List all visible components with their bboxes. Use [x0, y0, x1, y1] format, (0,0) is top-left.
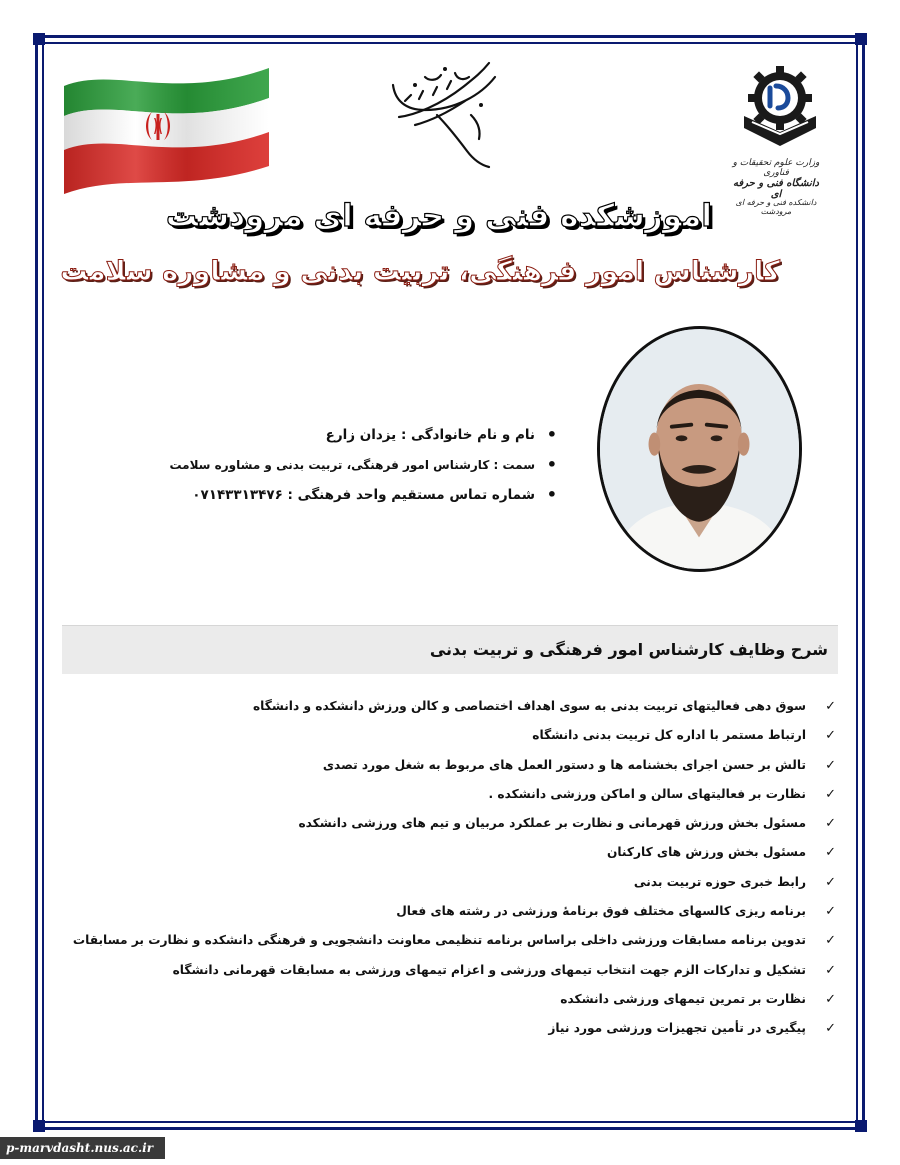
profile-phone: • شماره تماس مستقیم واحد فرهنگی : ۰۷۱۴۳۳۱۳۴۷۶: [190, 480, 535, 510]
checkmark-icon: ✓: [825, 933, 836, 949]
checkmark-icon: ✓: [825, 786, 836, 802]
duty-item: [108, 897, 836, 926]
profile-photo: [597, 326, 802, 572]
checkmark-icon: ✓: [825, 728, 836, 744]
duty-text: پیگیری در تأمین تجهیزات ورزشی مورد نیاز: [548, 1021, 806, 1036]
checkmark-icon: ✓: [825, 991, 836, 1007]
duties-section-header: [62, 625, 838, 674]
duty-text: تشکیل و تدارکات الزم جهت انتخاب تیمهای ورزشی و اعزام تیمهای ورزشی به مسابقات قهرمانی دانشگاه: [172, 962, 806, 977]
portrait-avatar-icon: [600, 329, 799, 569]
checkmark-icon: ✓: [825, 845, 836, 861]
border-corner: [855, 1120, 867, 1132]
duty-text: مسئول بخش ورزش قهرمانی و نظارت بر عملکرد مربیان و تیم های ورزشی دانشکده: [298, 816, 806, 831]
job-title-banner: کارشناس امور فرهنگی، تربیت بدنی و مشاوره سلامت: [60, 256, 780, 287]
checkmark-icon: ✓: [825, 904, 836, 920]
checkmark-icon: ✓: [825, 1021, 836, 1037]
duty-item: [108, 721, 836, 750]
duty-item: [108, 838, 836, 867]
duty-item: [108, 1014, 836, 1043]
profile-info-list: [169, 420, 557, 510]
duty-item: [108, 956, 836, 985]
university-gear-logo-icon: [740, 62, 820, 152]
border-corner: [855, 33, 867, 45]
college-title: اموزشکده فنی و حرفه ای مرودشت: [165, 198, 712, 234]
checkmark-icon: ✓: [825, 699, 836, 714]
border-corner: [33, 1120, 45, 1132]
duty-item: [108, 692, 836, 721]
logo-line-college: دانشکده فنی و حرفه ای مرودشت: [735, 198, 817, 216]
footer-website-url[interactable]: p-marvdasht.nus.ac.ir: [0, 1137, 165, 1159]
checkmark-icon: ✓: [825, 962, 836, 978]
duty-text: سوق دهی فعالیتهای تربیت بدنی به سوی اهداف اختصاصی و کالن ورزش دانشکده و دانشگاه: [252, 699, 806, 713]
checkmark-icon: ✓: [825, 757, 836, 773]
border-corner: [33, 33, 45, 45]
duty-text: مسئول بخش ورزش های کارکنان: [606, 845, 806, 860]
iran-flag-icon: [64, 62, 269, 194]
duty-text: تالش بر حسن اجرای بخشنامه ها و دستور العمل های مربوط به شغل مورد تصدی: [322, 757, 806, 772]
duties-list: [72, 692, 836, 1044]
duty-text: رابط خبری حوزه تربیت بدنی: [633, 874, 806, 889]
bismillah-calligraphy-icon: [385, 55, 505, 173]
duty-text: برنامه ریزی کالسهای مختلف فوق برنامۀ ورزشی در رشته های فعال: [396, 904, 806, 919]
duty-item: [108, 868, 836, 897]
duty-item: [108, 985, 836, 1014]
logo-line-university: دانشگاه فنی و حرفه ای: [733, 178, 819, 200]
duty-item: [72, 926, 836, 955]
checkmark-icon: ✓: [825, 816, 836, 832]
checkmark-icon: ✓: [825, 874, 836, 890]
duties-section-title: شرح وظایف کارشناس امور فرهنگی و تربیت بدنی: [429, 640, 828, 659]
duty-item: [108, 751, 836, 780]
duty-text: ارتباط مستمر با اداره کل تربیت بدنی دانشگاه: [532, 728, 806, 743]
profile-name: • نام و نام خانوادگی : یزدان زارع: [190, 420, 535, 450]
duty-text: نظارت بر تمرین تیمهای ورزشی دانشکده: [560, 991, 806, 1006]
profile-position: • سمت : کارشناس امور فرهنگی، تربیت بدنی و مشاوره سلامت: [190, 450, 535, 480]
logo-line-ministry: وزارت علوم تحقیقات و فناوری: [732, 158, 820, 178]
duty-item: [108, 809, 836, 838]
duty-item: [108, 780, 836, 809]
duty-text: نظارت بر فعالیتهای سالن و اماکن ورزشی دانشکده .: [488, 786, 806, 801]
duty-text: تدوین برنامه مسابقات ورزشی داخلی براساس برنامه تنظیمی معاونت دانشجویی و فرهنگی دانشکده و نظارت بر مسابقات: [72, 933, 806, 948]
